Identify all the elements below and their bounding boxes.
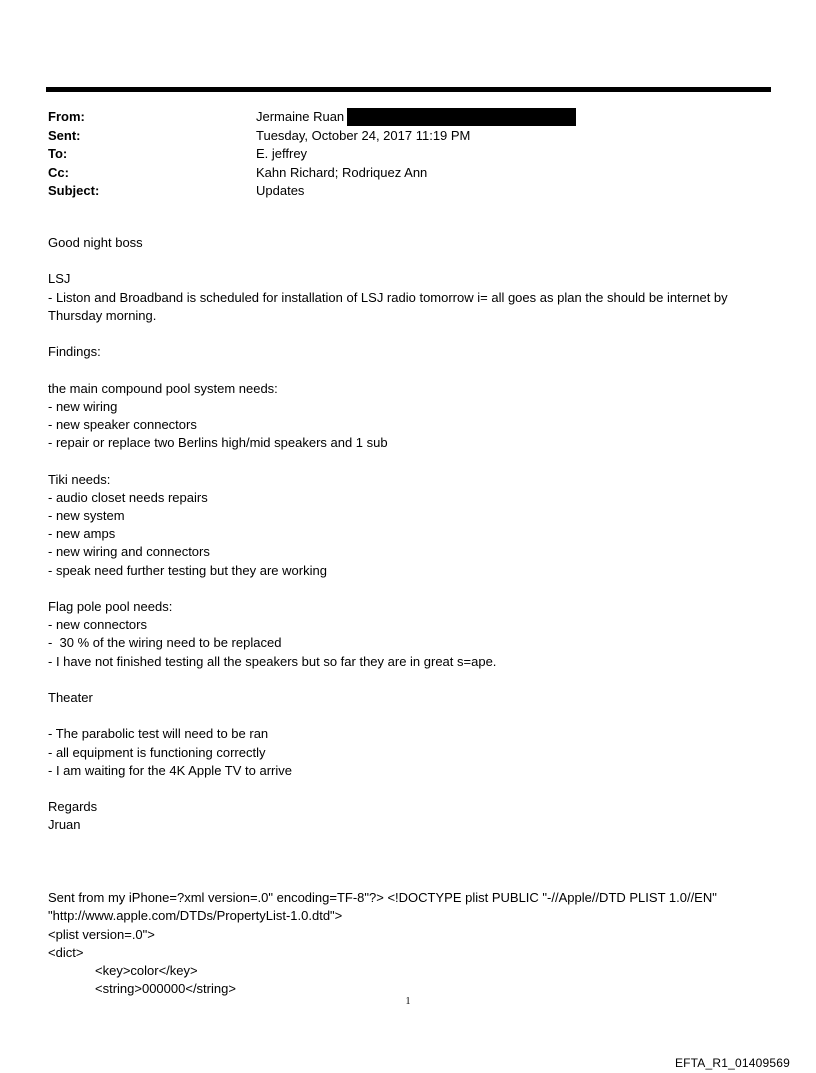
list-item: - new system — [48, 507, 125, 523]
redaction-box — [347, 108, 576, 126]
list-item: - new amps — [48, 526, 116, 542]
list-item: - new wiring and connectors — [48, 544, 210, 560]
list-item: - audio closet needs repairs — [48, 489, 208, 505]
main-pool-title: the main compound pool system needs: — [48, 380, 278, 396]
cc-value: Kahn Richard; Rodriquez Ann — [256, 164, 428, 180]
sent-from-line: Sent from my iPhone=?xml version=.0" encoding=TF-8"?> <!DOCTYPE plist PUBLIC "-//Apple//DTD PLIST 1.0//EN" — [48, 890, 717, 906]
from-name: Jermaine Ruan — [256, 109, 345, 124]
regards: Regards — [48, 799, 98, 815]
cc-label: Cc: — [48, 164, 69, 180]
sent-value: Tuesday, October 24, 2017 11:19 PM — [256, 127, 471, 143]
email-header — [48, 108, 576, 201]
lsj-title: LSJ — [48, 271, 71, 287]
to-value: E. jeffrey — [256, 146, 308, 161]
cc-row — [48, 164, 576, 183]
sent-row — [48, 127, 576, 146]
dtd-url-line: "http://www.apple.com/DTDs/PropertyList-1.0.dtd"> — [48, 908, 343, 924]
header-rule — [46, 87, 771, 92]
subject-value: Updates — [256, 183, 305, 198]
flag-title: Flag pole pool needs: — [48, 598, 173, 614]
findings-title: Findings: — [48, 344, 101, 360]
list-item: - 30 % of the wiring need to be replaced — [48, 635, 282, 651]
from-label: From: — [48, 109, 85, 124]
list-item: - new connectors — [48, 617, 147, 633]
string-line: <string>000000</string> — [95, 981, 236, 997]
list-item: - speak need further testing but they are working — [48, 562, 327, 578]
tiki-title: Tiki needs: — [48, 471, 111, 487]
subject-row — [48, 182, 576, 201]
email-body — [48, 234, 770, 998]
list-item: - The parabolic test will need to be ran — [48, 726, 269, 742]
key-line: <key>color</key> — [95, 962, 198, 978]
to-row — [48, 145, 576, 164]
from-row — [48, 108, 576, 127]
from-value — [256, 108, 576, 127]
list-item: - new speaker connectors — [48, 416, 197, 432]
page-number: 1 — [405, 996, 411, 1007]
dict-line: <dict> — [48, 944, 84, 960]
theater-title: Theater — [48, 689, 93, 705]
sent-label: Sent: — [48, 127, 81, 143]
list-item: - repair or replace two Berlins high/mid speakers and 1 sub — [48, 435, 388, 451]
list-item: - new wiring — [48, 398, 118, 414]
greeting: Good night boss — [48, 235, 143, 250]
subject-label: Subject: — [48, 183, 100, 198]
document-id: EFTA_R1_01409569 — [674, 1056, 790, 1070]
list-item: - all equipment is functioning correctly — [48, 744, 266, 760]
to-label: To: — [48, 146, 68, 161]
list-item: - I am waiting for the 4K Apple TV to arrive — [48, 762, 292, 778]
plist-line: <plist version=.0"> — [48, 926, 155, 942]
lsj-line: - Liston and Broadband is scheduled for installation of LSJ radio tomorrow i= all goes as plan the should be internet by Thursday morning. — [48, 289, 732, 323]
list-item: - I have not finished testing all the speakers but so far they are in great s=ape. — [48, 653, 497, 669]
signature: Jruan — [48, 817, 81, 833]
